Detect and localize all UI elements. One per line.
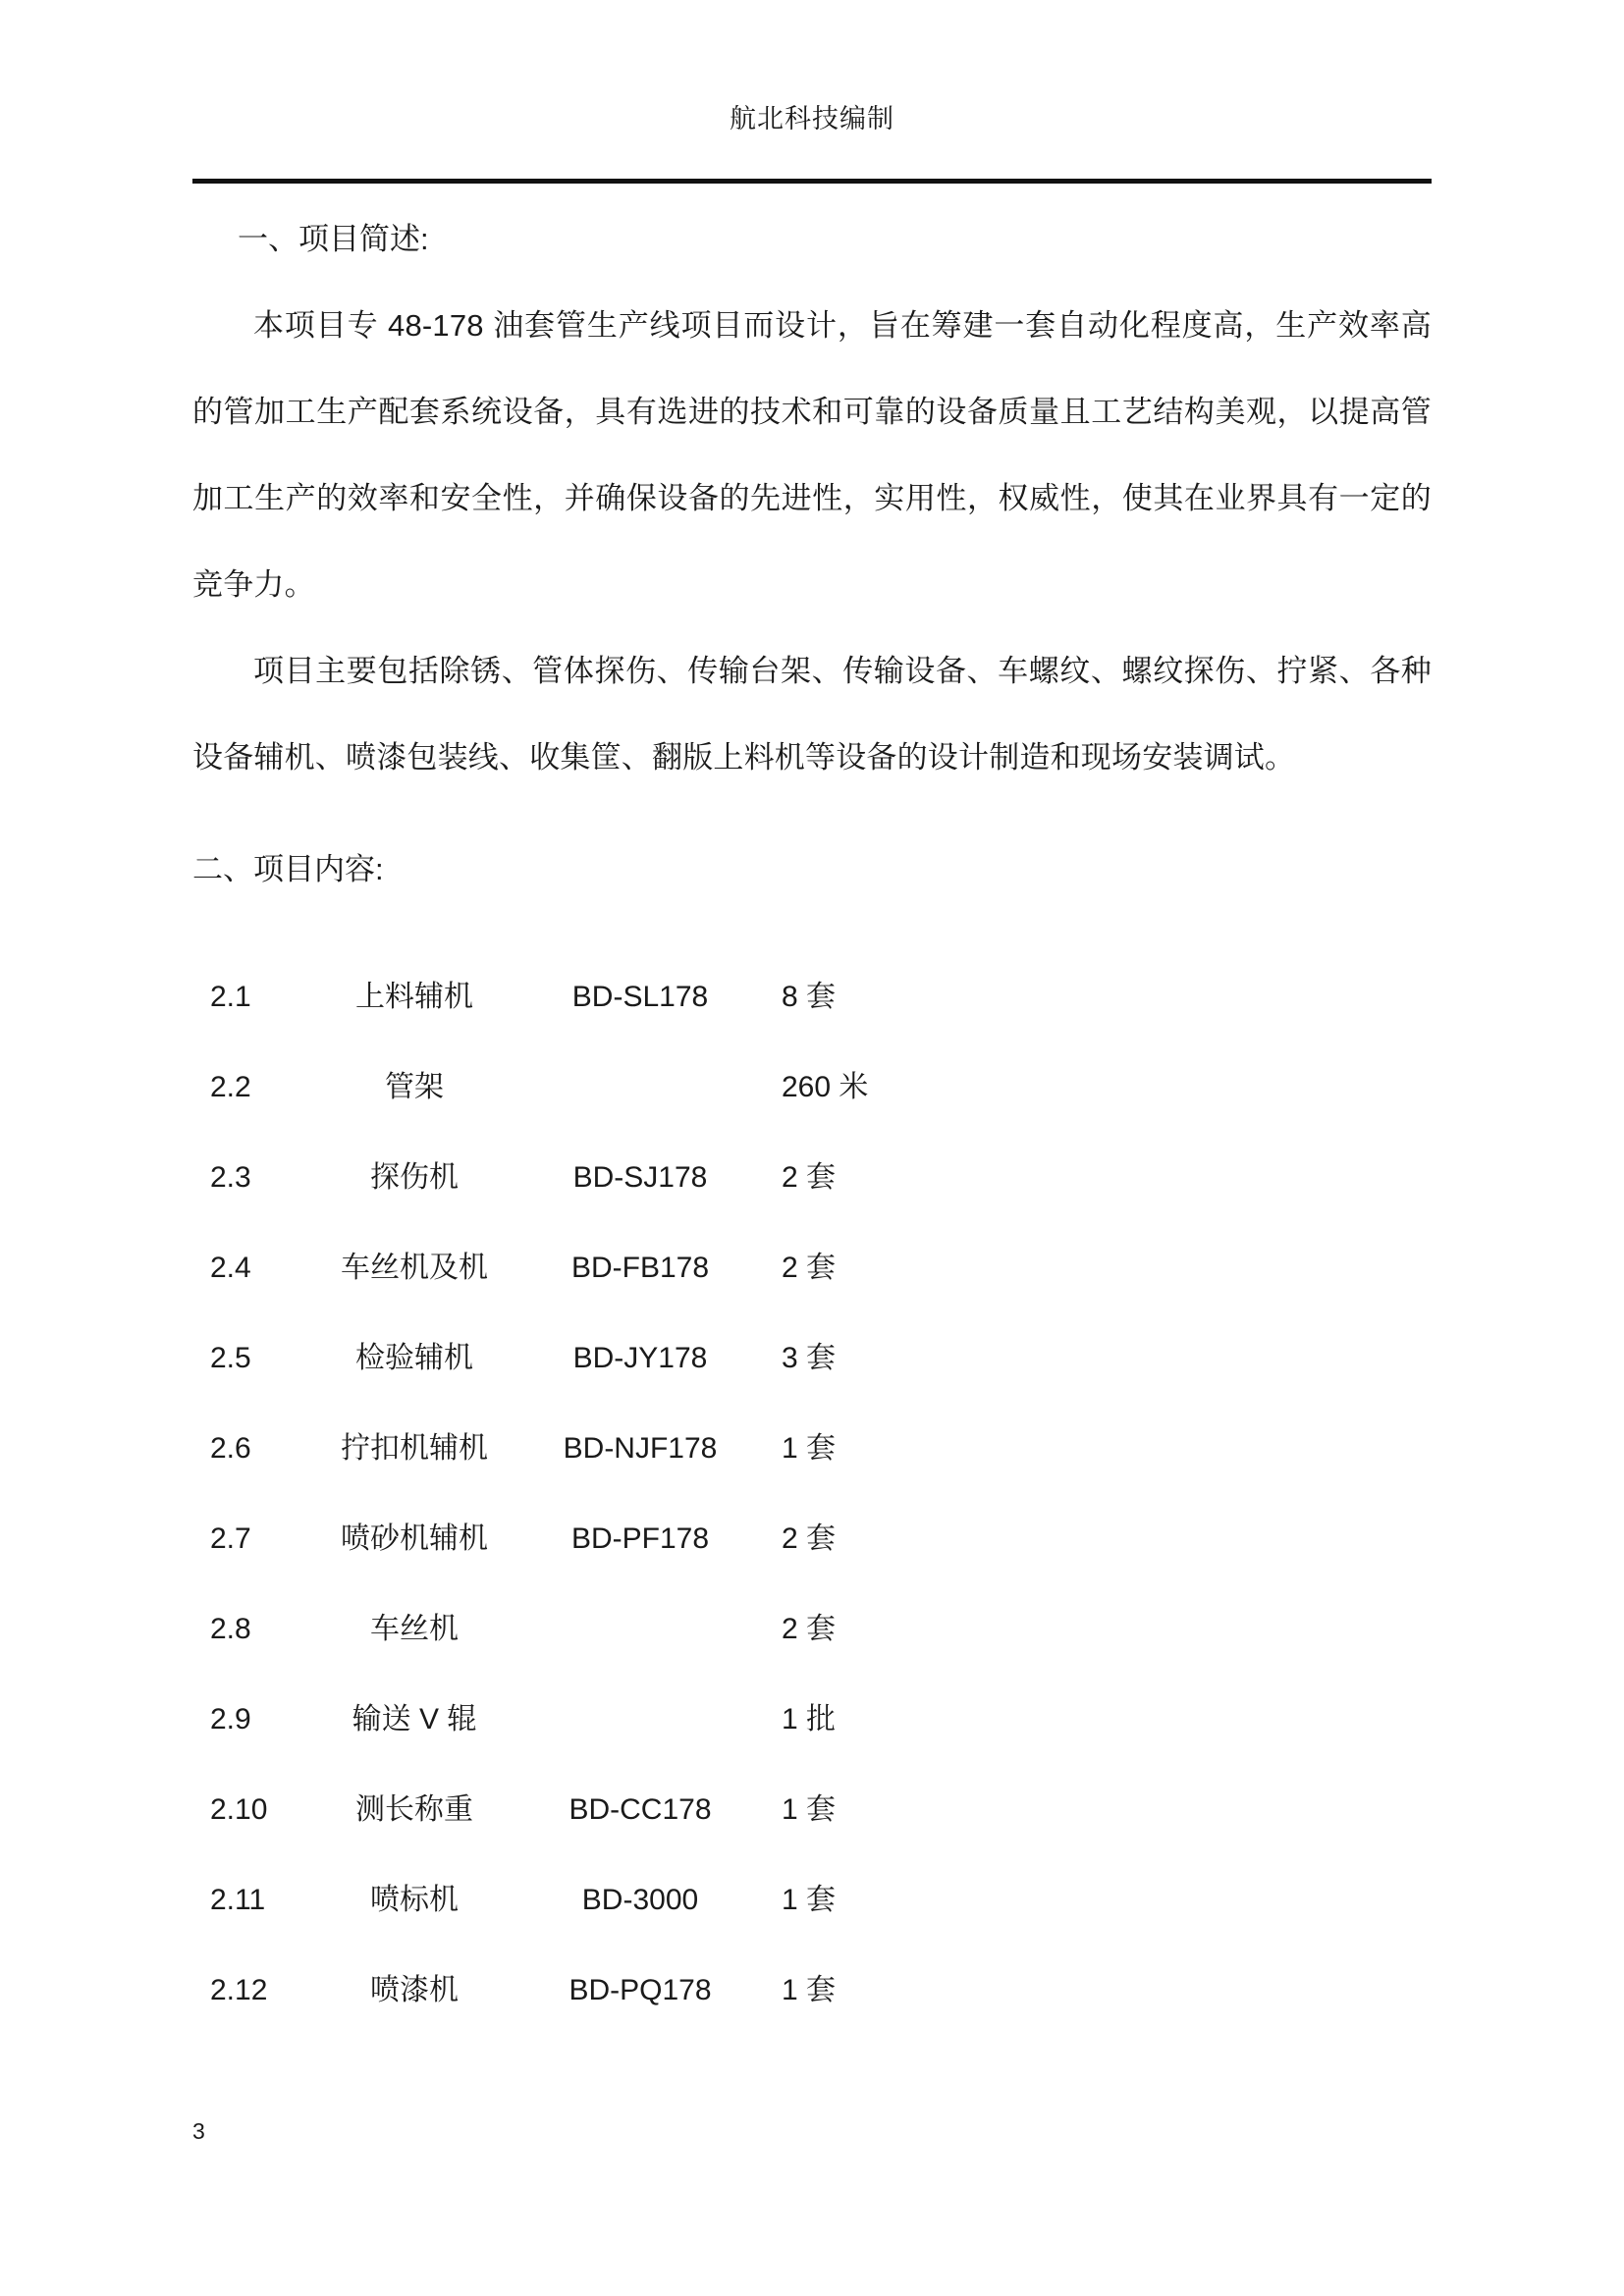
header-divider	[192, 179, 1432, 184]
list-item	[192, 1855, 1432, 1946]
item-quantity: 3 套	[782, 1342, 837, 1374]
item-number: 2.6	[210, 1432, 251, 1465]
item-name: 上料辅机	[355, 981, 473, 1013]
item-name: 车丝机	[370, 1613, 459, 1645]
list-item	[192, 1404, 1432, 1494]
item-name: 车丝机及机	[341, 1252, 488, 1284]
item-name: 喷砂机辅机	[341, 1522, 488, 1555]
item-model: BD-PF178	[570, 1522, 710, 1555]
item-quantity: 260 米	[782, 1071, 869, 1103]
item-quantity: 2 套	[782, 1522, 837, 1555]
page-footer	[192, 2120, 205, 2144]
list-item	[192, 1946, 1432, 2036]
project-items-list	[192, 952, 1432, 2036]
overview-paragraph-2: 项目主要包括除锈、管体探伤、传输台架、传输设备、车螺纹、螺纹探伤、拧紧、各种设备辅机、喷漆包装线、收集筐、翻版上料机等设备的设计制造和现场安装调试。	[192, 654, 1432, 774]
item-model: BD-SL178	[571, 981, 709, 1013]
item-name: 探伤机	[370, 1161, 459, 1194]
item-name: 输送 V 辊	[352, 1703, 477, 1735]
item-name: 检验辅机	[355, 1342, 473, 1374]
item-number: 2.12	[210, 1974, 268, 2006]
item-quantity: 1 套	[782, 1884, 837, 1916]
item-number: 2.8	[210, 1613, 251, 1645]
item-number: 2.2	[210, 1071, 251, 1103]
item-number: 2.5	[210, 1342, 251, 1374]
section-heading-overview: 一、项目简述:	[238, 222, 429, 256]
section-heading-contents: 二、项目内容:	[192, 852, 384, 886]
item-quantity: 1 套	[782, 1432, 837, 1465]
item-model: BD-NJF178	[563, 1432, 718, 1465]
item-number: 2.11	[210, 1884, 266, 1916]
item-model: BD-CC178	[568, 1793, 712, 1826]
item-number: 2.1	[210, 981, 251, 1013]
page-header	[0, 106, 1624, 133]
item-quantity: 8 套	[782, 981, 837, 1013]
item-name: 拧扣机辅机	[341, 1432, 488, 1465]
item-model: BD-PQ178	[568, 1974, 712, 2006]
item-name: 喷标机	[370, 1884, 459, 1916]
list-item	[192, 1313, 1432, 1404]
list-item	[192, 1584, 1432, 1675]
item-name: 测长称重	[355, 1793, 473, 1826]
document-body	[192, 196, 1432, 2036]
item-model: BD-3000	[581, 1884, 699, 1916]
item-number: 2.3	[210, 1161, 251, 1194]
overview-paragraph-1: 本项目专 48-178 油套管生产线项目而设计，旨在筹建一套自动化程度高，生产效率高的管加工生产配套系统设备，具有选进的技术和可靠的设备质量且工艺结构美观，以提高管加工生产的效率和安全性，并确保设备的先进性，实用性，权威性，使其在业界具有一定的竞争力。	[192, 308, 1432, 602]
item-quantity: 2 套	[782, 1613, 837, 1645]
list-item	[192, 1133, 1432, 1223]
item-number: 2.4	[210, 1252, 251, 1284]
item-quantity: 1 批	[782, 1703, 837, 1735]
section-spacer	[192, 801, 1432, 827]
list-item	[192, 1765, 1432, 1855]
item-name: 喷漆机	[370, 1974, 459, 2006]
list-item	[192, 1494, 1432, 1584]
item-quantity: 2 套	[782, 1252, 837, 1284]
list-item	[192, 1675, 1432, 1765]
list-item	[192, 1042, 1432, 1133]
list-spacer	[192, 913, 1432, 952]
item-name: 管架	[385, 1071, 444, 1103]
item-number: 2.7	[210, 1522, 251, 1555]
item-model: BD-FB178	[570, 1252, 710, 1284]
list-item	[192, 1223, 1432, 1313]
header-title: 航北科技编制	[730, 104, 894, 133]
item-quantity: 1 套	[782, 1793, 837, 1826]
item-model: BD-SJ178	[572, 1161, 708, 1194]
item-model: BD-JY178	[572, 1342, 708, 1374]
list-item	[192, 952, 1432, 1042]
page-number: 3	[192, 2118, 205, 2144]
item-quantity: 1 套	[782, 1974, 837, 2006]
item-number: 2.10	[210, 1793, 268, 1826]
item-quantity: 2 套	[782, 1161, 837, 1194]
item-number: 2.9	[210, 1703, 251, 1735]
